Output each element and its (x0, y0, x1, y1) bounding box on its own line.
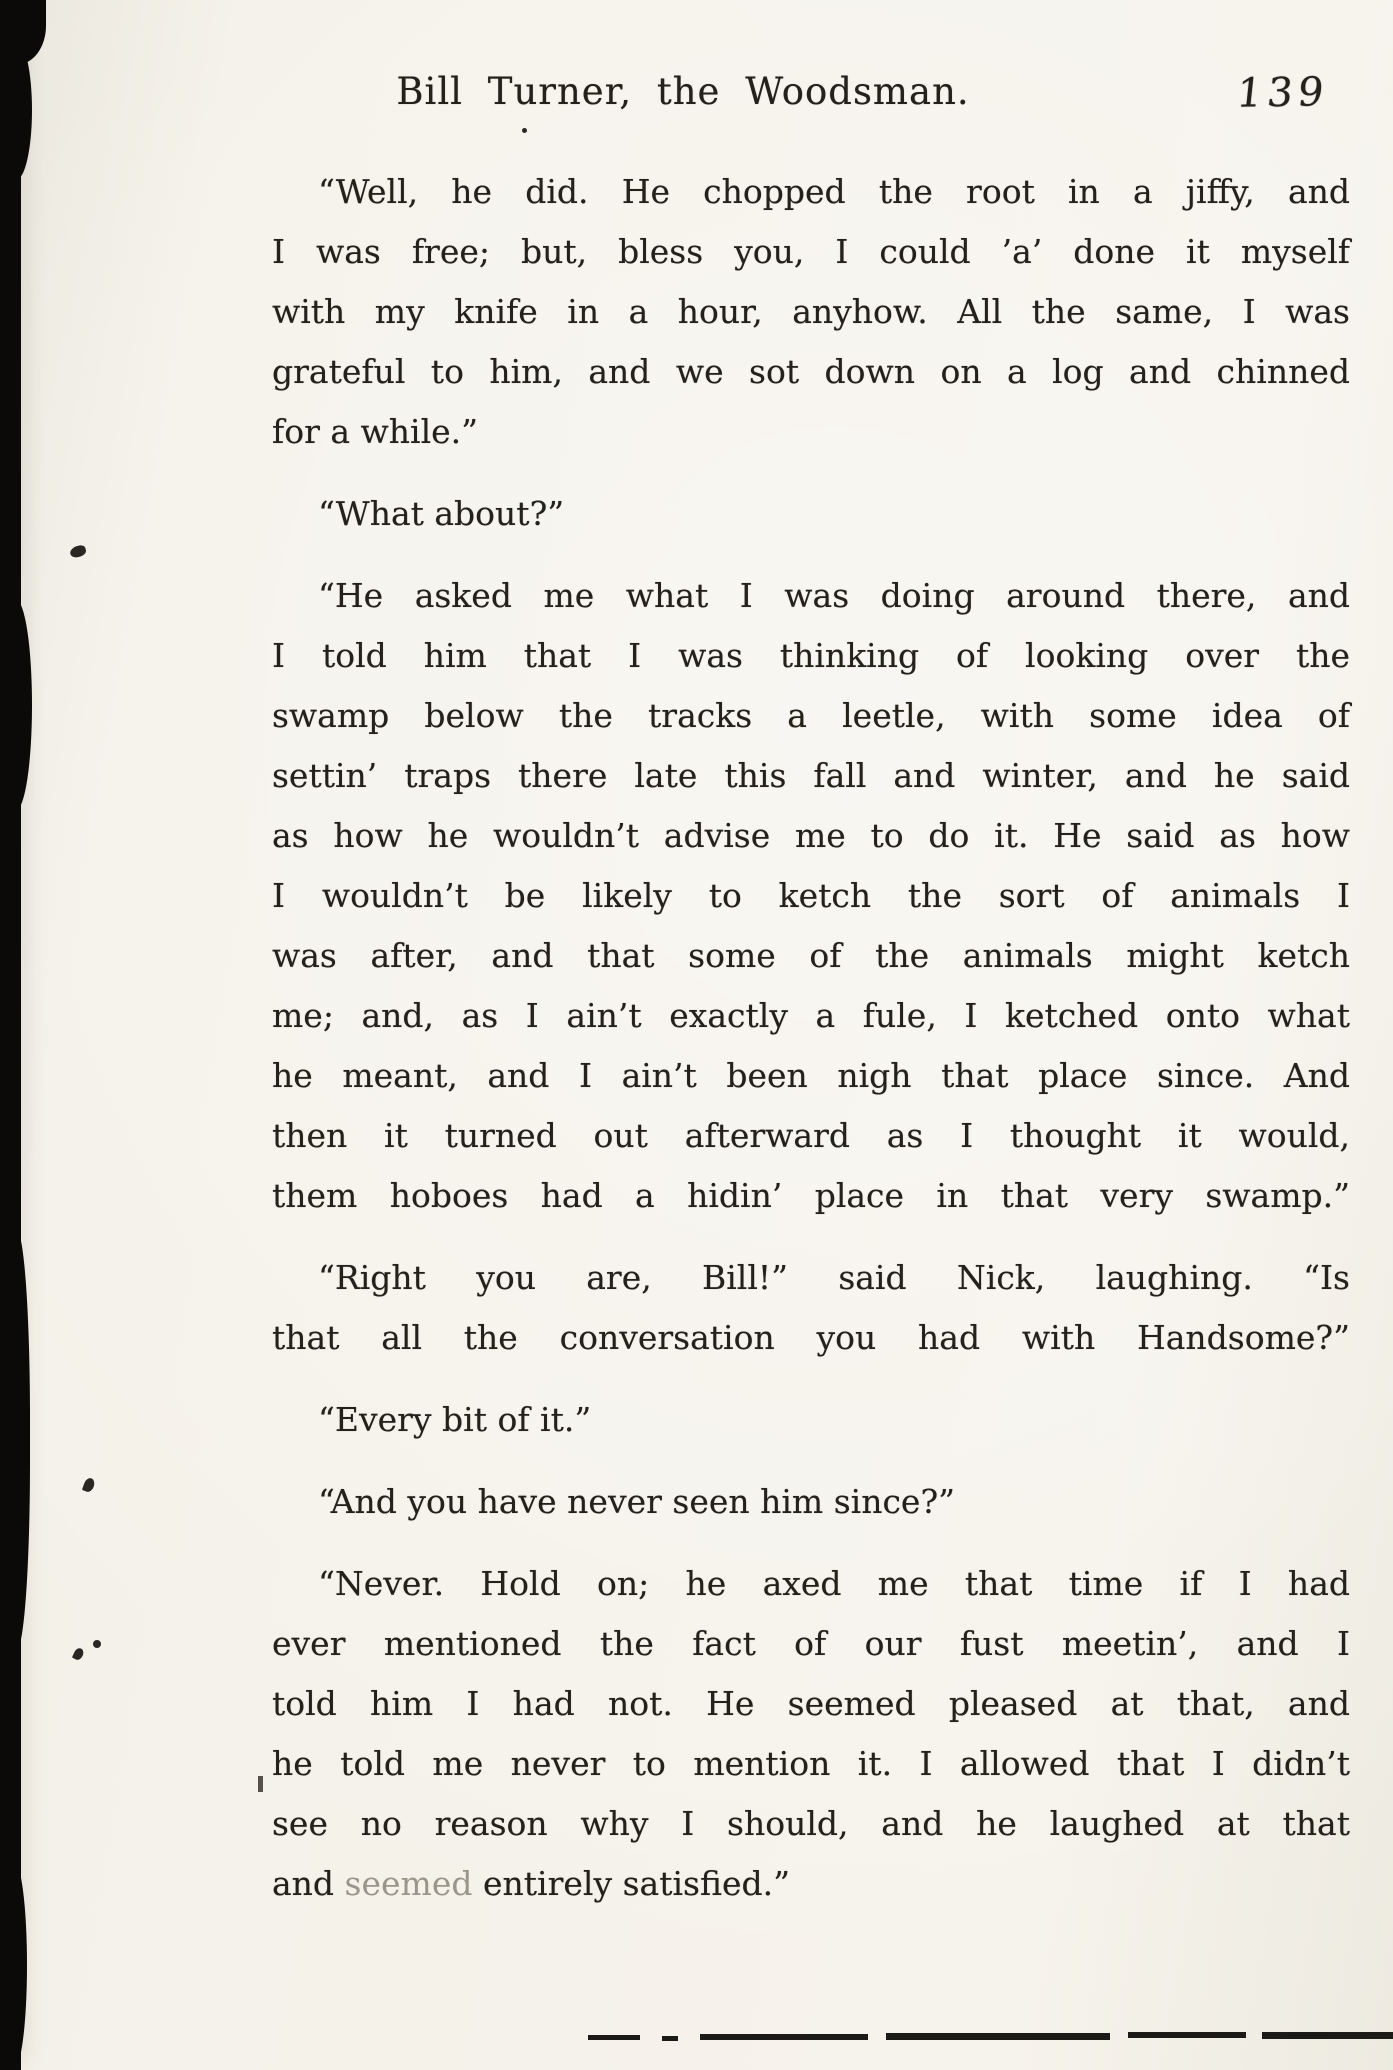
text-line: he told me never to mention it. I allowed that I didn’t (272, 1744, 1350, 1783)
text-line: I was free; but, bless you, I could ’a’ done it myself (272, 232, 1350, 271)
paragraph (272, 566, 1350, 1226)
text-line: “Every bit of it.” (318, 1400, 592, 1439)
text-line: for a while.” (272, 412, 479, 451)
page-header (272, 70, 1350, 128)
text-line: “He asked me what I was doing around there, and (318, 576, 1350, 615)
text-line: ever mentioned the fact of our fust meetin’, and I (272, 1624, 1350, 1663)
text-line: see no reason why I should, and he laughed at that (272, 1804, 1350, 1843)
page-content (272, 70, 1350, 1914)
text-line: “And you have never seen him since?” (318, 1482, 956, 1521)
scan-speck (258, 1776, 263, 1792)
text-line: “Right you are, Bill!” said Nick, laughing. “Is (318, 1258, 1350, 1297)
dash-segment (662, 2036, 678, 2041)
dash-segment (886, 2033, 1110, 2040)
scan-speck (93, 1640, 101, 1648)
paragraph (272, 1554, 1350, 1914)
scan-blotch (0, 40, 32, 180)
paragraph (272, 162, 1350, 462)
dash-segment (588, 2035, 640, 2040)
line-fragment: and (272, 1864, 345, 1903)
text-line: “Never. Hold on; he axed me that time if I had (318, 1564, 1350, 1603)
scan-speck (69, 544, 87, 559)
dash-segment (1128, 2032, 1246, 2038)
dash-segment (700, 2034, 868, 2040)
text-line: then it turned out afterward as I thought it would, (272, 1116, 1350, 1155)
text-line: grateful to him, and we sot down on a log and chinned (272, 352, 1350, 391)
dash-segment (1262, 2032, 1393, 2039)
text-line: “What about?” (318, 494, 565, 533)
text-line: swamp below the tracks a leetle, with some idea of (272, 696, 1350, 735)
paragraph (272, 1390, 1350, 1450)
text-line (272, 1854, 1350, 1914)
text-line: “Well, he did. He chopped the root in a jiffy, and (318, 172, 1350, 211)
scan-speck (82, 1477, 96, 1494)
text-line: I wouldn’t be likely to ketch the sort of animals I (272, 876, 1350, 915)
text-line: he meant, and I ain’t been nigh that place since. And (272, 1056, 1350, 1095)
scan-blotch (0, 600, 32, 810)
scan-dashed-line (0, 2032, 1393, 2044)
text-line: I told him that I was thinking of looking over the (272, 636, 1350, 675)
paragraph (272, 1472, 1350, 1532)
line-fragment: entirely satisfied.” (472, 1864, 790, 1903)
text-line: them hoboes had a hidin’ place in that very swamp.” (272, 1176, 1350, 1215)
faded-word: seemed (344, 1864, 473, 1903)
scan-speck (72, 1647, 85, 1662)
paragraph (272, 484, 1350, 544)
scan-blotch (0, 1230, 30, 1650)
text-line: settin’ traps there late this fall and winter, and he said (272, 756, 1350, 795)
text-line: me; and, as I ain’t exactly a fule, I ketched onto what (272, 996, 1350, 1035)
running-title: Bill Turner, the Woodsman. (396, 70, 970, 113)
text-line: with my knife in a hour, anyhow. All the same, I was (272, 292, 1350, 331)
text-line: was after, and that some of the animals might ketch (272, 936, 1350, 975)
scan-speck (522, 128, 527, 133)
page-number: 139 (1234, 69, 1331, 117)
text-line: that all the conversation you had with Handsome?” (272, 1318, 1350, 1357)
text-line: told him I had not. He seemed pleased at that, and (272, 1684, 1350, 1723)
paragraph (272, 1248, 1350, 1368)
text-line: as how he wouldn’t advise me to do it. He said as how (272, 816, 1350, 855)
scan-binding-edge (0, 0, 21, 2070)
